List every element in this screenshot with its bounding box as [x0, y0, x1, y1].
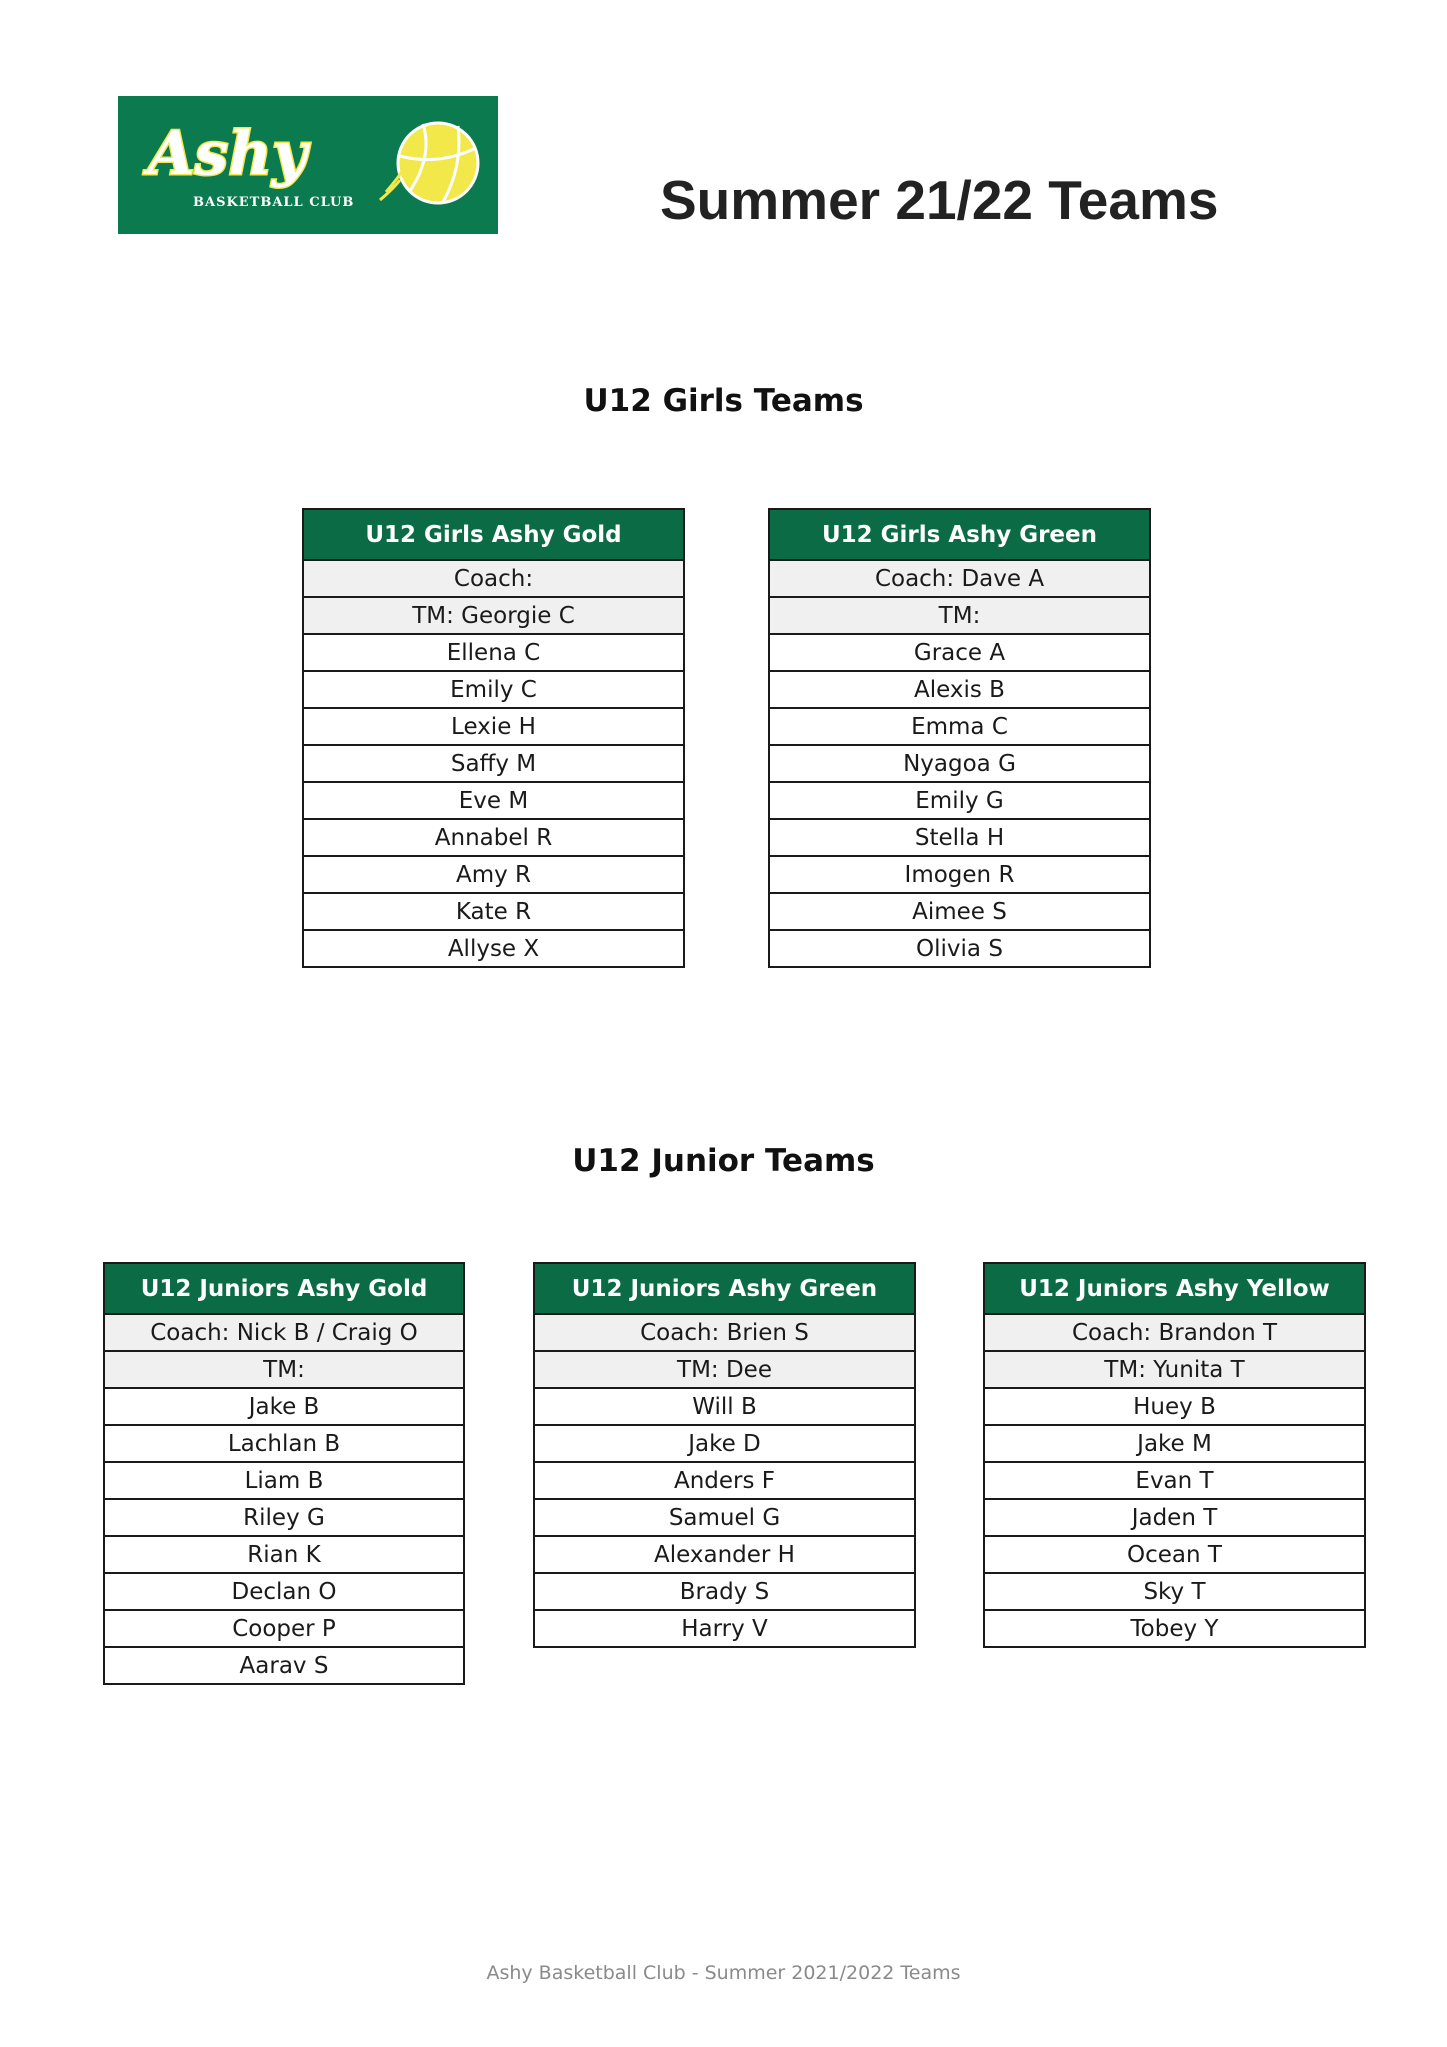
team-table-u12-juniors-yellow [983, 1262, 1366, 1648]
player-row: Aimee S [769, 893, 1150, 930]
player-row: Allyse X [303, 930, 684, 967]
logo-wordmark: Ashy [148, 119, 307, 189]
team-manager-row: TM: Dee [534, 1351, 915, 1388]
player-row: Will B [534, 1388, 915, 1425]
player-row: Ocean T [984, 1536, 1365, 1573]
player-row: Saffy M [303, 745, 684, 782]
player-row: Harry V [534, 1610, 915, 1647]
player-row: Lexie H [303, 708, 684, 745]
player-row: Eve M [303, 782, 684, 819]
player-row: Nyagoa G [769, 745, 1150, 782]
player-row: Emma C [769, 708, 1150, 745]
player-row: Emily G [769, 782, 1150, 819]
player-row: Alexander H [534, 1536, 915, 1573]
team-table-u12-juniors-green [533, 1262, 916, 1648]
coach-row: Coach: Nick B / Craig O [104, 1314, 464, 1351]
player-row: Imogen R [769, 856, 1150, 893]
girls-section-title: U12 Girls Teams [583, 383, 864, 419]
player-row: Kate R [303, 893, 684, 930]
page-title: Summer 21/22 Teams [660, 169, 1219, 231]
team-table-u12-girls-green [768, 508, 1151, 968]
player-row: Ellena C [303, 634, 684, 671]
player-row: Alexis B [769, 671, 1150, 708]
player-row: Stella H [769, 819, 1150, 856]
player-row: Liam B [104, 1462, 464, 1499]
team-manager-row: TM: Yunita T [984, 1351, 1365, 1388]
logo-artwork [118, 96, 498, 234]
player-row: Olivia S [769, 930, 1150, 967]
player-row: Aarav S [104, 1647, 464, 1684]
player-row: Annabel R [303, 819, 684, 856]
team-table-u12-juniors-gold [103, 1262, 465, 1685]
team-name-header: U12 Girls Ashy Gold [303, 509, 684, 560]
player-row: Jake B [104, 1388, 464, 1425]
coach-row: Coach: Brien S [534, 1314, 915, 1351]
coach-row: Coach: Brandon T [984, 1314, 1365, 1351]
club-logo [118, 96, 498, 234]
team-name-header: U12 Juniors Ashy Green [534, 1263, 915, 1314]
player-row: Jake M [984, 1425, 1365, 1462]
page-footer: Ashy Basketball Club - Summer 2021/2022 Teams [486, 1962, 961, 1984]
player-row: Jaden T [984, 1499, 1365, 1536]
player-row: Jake D [534, 1425, 915, 1462]
player-row: Emily C [303, 671, 684, 708]
player-row: Brady S [534, 1573, 915, 1610]
team-manager-row: TM: [104, 1351, 464, 1388]
player-row: Rian K [104, 1536, 464, 1573]
player-row: Tobey Y [984, 1610, 1365, 1647]
player-row: Amy R [303, 856, 684, 893]
team-name-header: U12 Juniors Ashy Gold [104, 1263, 464, 1314]
player-row: Riley G [104, 1499, 464, 1536]
team-table-u12-girls-gold [302, 508, 685, 968]
player-row: Declan O [104, 1573, 464, 1610]
team-manager-row: TM: [769, 597, 1150, 634]
player-row: Anders F [534, 1462, 915, 1499]
team-manager-row: TM: Georgie C [303, 597, 684, 634]
player-row: Grace A [769, 634, 1150, 671]
player-row: Huey B [984, 1388, 1365, 1425]
coach-row: Coach: [303, 560, 684, 597]
player-row: Samuel G [534, 1499, 915, 1536]
player-row: Sky T [984, 1573, 1365, 1610]
player-row: Cooper P [104, 1610, 464, 1647]
logo-subtext: BASKETBALL CLUB [193, 195, 355, 210]
coach-row: Coach: Dave A [769, 560, 1150, 597]
player-row: Evan T [984, 1462, 1365, 1499]
player-row: Lachlan B [104, 1425, 464, 1462]
junior-section-title: U12 Junior Teams [572, 1143, 875, 1179]
team-name-header: U12 Girls Ashy Green [769, 509, 1150, 560]
team-name-header: U12 Juniors Ashy Yellow [984, 1263, 1365, 1314]
